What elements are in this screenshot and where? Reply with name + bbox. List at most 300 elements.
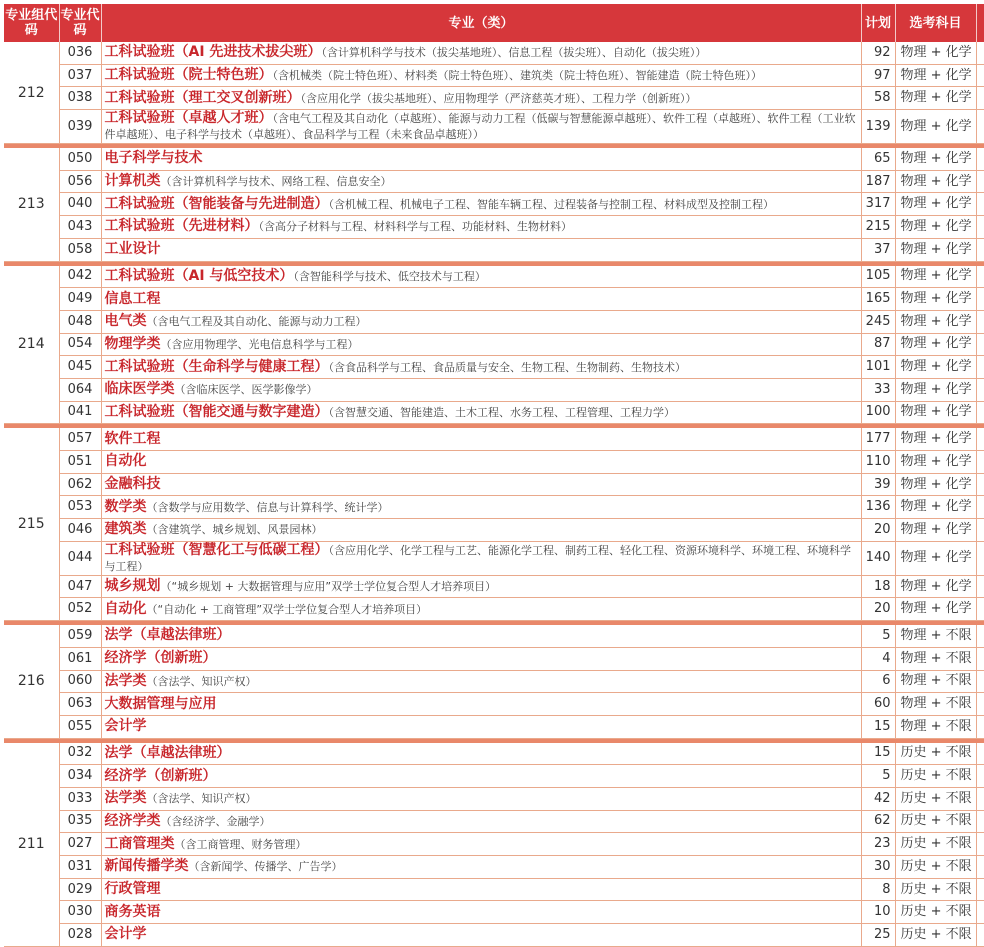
plan-count-cell: 37 bbox=[861, 238, 895, 261]
major-name-cell bbox=[101, 715, 861, 738]
table-row bbox=[4, 856, 984, 879]
plan-count-cell: 15 bbox=[861, 743, 895, 765]
plan-count-cell: 8 bbox=[861, 878, 895, 901]
major-code-cell: 037 bbox=[59, 64, 101, 87]
plan-count-cell: 20 bbox=[861, 598, 895, 621]
major-name-cell bbox=[101, 110, 861, 144]
major-code-cell: 036 bbox=[59, 42, 101, 64]
edge-cell bbox=[976, 87, 984, 110]
edge-cell bbox=[976, 42, 984, 64]
table-row bbox=[4, 787, 984, 810]
group-code-cell: 212 bbox=[4, 42, 59, 144]
major-name-cell bbox=[101, 810, 861, 833]
major-code-cell: 030 bbox=[59, 901, 101, 924]
edge-cell bbox=[976, 856, 984, 879]
subjects-cell: 历史 + 不限 bbox=[895, 901, 976, 924]
plan-count-cell: 18 bbox=[861, 575, 895, 598]
subjects-cell: 物理 + 化学 bbox=[895, 333, 976, 356]
table-row bbox=[4, 901, 984, 924]
subjects-cell: 历史 + 不限 bbox=[895, 810, 976, 833]
major-name-cell bbox=[101, 878, 861, 901]
plan-count-cell: 10 bbox=[861, 901, 895, 924]
table-row bbox=[4, 170, 984, 193]
header-group-code: 专业组代码 bbox=[4, 4, 59, 42]
major-code-cell: 060 bbox=[59, 670, 101, 693]
major-description: （含智能科学与技术、低空技术与工程） bbox=[293, 269, 486, 283]
edge-cell bbox=[976, 401, 984, 424]
subjects-cell: 物理 + 化学 bbox=[895, 193, 976, 216]
header-plan: 计划 bbox=[861, 4, 895, 42]
plan-count-cell: 140 bbox=[861, 541, 895, 575]
major-description: （含应用化学（拔尖基地班）、应用物理学（严济慈英才班）、工程力学（创新班）） bbox=[300, 91, 697, 105]
edge-cell bbox=[976, 333, 984, 356]
plan-count-cell: 100 bbox=[861, 401, 895, 424]
table-row bbox=[4, 924, 984, 947]
major-title: 临床医学类 bbox=[104, 381, 175, 398]
major-description: （含法学、知识产权） bbox=[146, 792, 257, 806]
plan-count-cell: 97 bbox=[861, 64, 895, 87]
plan-count-cell: 15 bbox=[861, 715, 895, 738]
major-name-cell bbox=[101, 148, 861, 170]
subjects-cell: 物理 + 化学 bbox=[895, 451, 976, 474]
plan-count-cell: 30 bbox=[861, 856, 895, 879]
major-code-cell: 051 bbox=[59, 451, 101, 474]
major-name-cell bbox=[101, 647, 861, 670]
major-title: 数学类 bbox=[104, 498, 147, 515]
table-row bbox=[4, 333, 984, 356]
major-code-cell: 055 bbox=[59, 715, 101, 738]
major-code-cell: 058 bbox=[59, 238, 101, 261]
plan-count-cell: 25 bbox=[861, 924, 895, 947]
major-title: 工商管理类 bbox=[104, 835, 175, 852]
major-code-cell: 064 bbox=[59, 378, 101, 401]
edge-cell bbox=[976, 519, 984, 542]
major-title: 工科试验班（智能装备与先进制造） bbox=[104, 195, 329, 212]
major-code-cell: 054 bbox=[59, 333, 101, 356]
major-title: 建筑类 bbox=[104, 521, 147, 538]
major-code-cell: 053 bbox=[59, 496, 101, 519]
table-row bbox=[4, 193, 984, 216]
subjects-cell: 物理 + 化学 bbox=[895, 148, 976, 170]
major-description: （含机械类（院士特色班）、材料类（院士特色班）、建筑类（院士特色班）、智能建造（院士特色班）） bbox=[272, 69, 762, 83]
subjects-cell: 物理 + 化学 bbox=[895, 266, 976, 288]
table-row bbox=[4, 42, 984, 64]
subjects-cell: 物理 + 化学 bbox=[895, 170, 976, 193]
table-row bbox=[4, 833, 984, 856]
major-name-cell bbox=[101, 193, 861, 216]
major-name-cell bbox=[101, 924, 861, 947]
table-row bbox=[4, 810, 984, 833]
major-name-cell bbox=[101, 670, 861, 693]
edge-cell bbox=[976, 216, 984, 239]
major-name-cell bbox=[101, 856, 861, 879]
major-code-cell: 041 bbox=[59, 401, 101, 424]
subjects-cell: 物理 + 化学 bbox=[895, 42, 976, 64]
major-title: 法学（卓越法律班） bbox=[104, 744, 231, 761]
major-title: 会计学 bbox=[104, 926, 147, 943]
plan-count-cell: 23 bbox=[861, 833, 895, 856]
major-name-cell bbox=[101, 401, 861, 424]
subjects-cell: 物理 + 化学 bbox=[895, 356, 976, 379]
major-title: 物理学类 bbox=[104, 335, 161, 352]
major-title: 工科试验班（AI 与低空技术） bbox=[104, 267, 294, 284]
major-description: （含计算机科学与技术（拔尖基地班）、信息工程（拔尖班）、自动化（拔尖班）） bbox=[321, 46, 707, 60]
major-description: （“自动化 + 工商管理”双学士学位复合型人才培养项目） bbox=[146, 602, 428, 616]
edge-cell bbox=[976, 266, 984, 288]
edge-cell bbox=[976, 288, 984, 311]
plan-count-cell: 177 bbox=[861, 428, 895, 450]
header-major: 专业（类） bbox=[101, 4, 861, 42]
subjects-cell: 物理 + 化学 bbox=[895, 401, 976, 424]
major-description: （含建筑学、城乡规划、风景园林） bbox=[146, 523, 323, 537]
subjects-cell: 历史 + 不限 bbox=[895, 787, 976, 810]
major-name-cell bbox=[101, 743, 861, 765]
major-title: 新闻传播学类 bbox=[104, 858, 189, 875]
major-code-cell: 035 bbox=[59, 810, 101, 833]
subjects-cell: 物理 + 不限 bbox=[895, 625, 976, 647]
table-row bbox=[4, 473, 984, 496]
major-code-cell: 027 bbox=[59, 833, 101, 856]
admission-plan-table bbox=[4, 4, 984, 947]
major-description: （含新闻学、传播学、广告学） bbox=[188, 860, 343, 874]
major-title: 大数据管理与应用 bbox=[104, 695, 217, 712]
subjects-cell: 物理 + 化学 bbox=[895, 575, 976, 598]
major-title: 工科试验班（智能交通与数字建造） bbox=[104, 403, 329, 420]
major-description: （含数学与应用数学、信息与计算科学、统计学） bbox=[146, 500, 389, 514]
plan-count-cell: 245 bbox=[861, 310, 895, 333]
major-title: 电子科学与技术 bbox=[104, 150, 203, 167]
plan-count-cell: 4 bbox=[861, 647, 895, 670]
plan-count-cell: 6 bbox=[861, 670, 895, 693]
plan-count-cell: 187 bbox=[861, 170, 895, 193]
major-title: 经济学（创新班） bbox=[104, 650, 217, 667]
edge-cell bbox=[976, 901, 984, 924]
table-row bbox=[4, 401, 984, 424]
major-name-cell bbox=[101, 625, 861, 647]
major-name-cell bbox=[101, 310, 861, 333]
major-title: 金融科技 bbox=[104, 476, 161, 493]
major-description: （含应用物理学、光电信息科学与工程） bbox=[160, 337, 359, 351]
group-code-cell: 216 bbox=[4, 625, 59, 738]
subjects-cell: 历史 + 不限 bbox=[895, 743, 976, 765]
major-code-cell: 032 bbox=[59, 743, 101, 765]
major-title: 城乡规划 bbox=[104, 578, 161, 595]
major-code-cell: 061 bbox=[59, 647, 101, 670]
major-code-cell: 029 bbox=[59, 878, 101, 901]
major-code-cell: 043 bbox=[59, 216, 101, 239]
table-row bbox=[4, 428, 984, 450]
edge-cell bbox=[976, 64, 984, 87]
major-name-cell bbox=[101, 64, 861, 87]
edge-cell bbox=[976, 541, 984, 575]
subjects-cell: 物理 + 化学 bbox=[895, 541, 976, 575]
plan-count-cell: 215 bbox=[861, 216, 895, 239]
edge-cell bbox=[976, 451, 984, 474]
plan-count-cell: 33 bbox=[861, 378, 895, 401]
subjects-cell: 历史 + 不限 bbox=[895, 856, 976, 879]
major-name-cell bbox=[101, 598, 861, 621]
plan-count-cell: 105 bbox=[861, 266, 895, 288]
edge-cell bbox=[976, 575, 984, 598]
major-code-cell: 042 bbox=[59, 266, 101, 288]
major-name-cell bbox=[101, 765, 861, 788]
major-code-cell: 031 bbox=[59, 856, 101, 879]
major-description: （“城乡规划 + 大数据管理与应用”双学士学位复合型人才培养项目） bbox=[160, 580, 497, 594]
major-code-cell: 062 bbox=[59, 473, 101, 496]
major-code-cell: 046 bbox=[59, 519, 101, 542]
plan-count-cell: 20 bbox=[861, 519, 895, 542]
major-title: 软件工程 bbox=[104, 430, 161, 447]
group-code-cell: 213 bbox=[4, 148, 59, 261]
major-title: 工科试验班（卓越人才班） bbox=[104, 110, 273, 127]
table-row bbox=[4, 743, 984, 765]
major-title: 工科试验班（院士特色班） bbox=[104, 67, 273, 84]
major-title: 商务英语 bbox=[104, 903, 161, 920]
header-edge bbox=[976, 4, 984, 42]
major-name-cell bbox=[101, 378, 861, 401]
major-title: 法学（卓越法律班） bbox=[104, 627, 231, 644]
major-name-cell bbox=[101, 170, 861, 193]
major-title: 经济学（创新班） bbox=[104, 767, 217, 784]
table-row bbox=[4, 64, 984, 87]
table-row bbox=[4, 87, 984, 110]
edge-cell bbox=[976, 238, 984, 261]
subjects-cell: 物理 + 化学 bbox=[895, 473, 976, 496]
subjects-cell: 历史 + 不限 bbox=[895, 878, 976, 901]
edge-cell bbox=[976, 110, 984, 144]
major-description: （含经济学、金融学） bbox=[160, 814, 271, 828]
subjects-cell: 物理 + 化学 bbox=[895, 310, 976, 333]
major-code-cell: 034 bbox=[59, 765, 101, 788]
subjects-cell: 历史 + 不限 bbox=[895, 924, 976, 947]
edge-cell bbox=[976, 428, 984, 450]
table-row bbox=[4, 451, 984, 474]
subjects-cell: 物理 + 化学 bbox=[895, 496, 976, 519]
major-code-cell: 059 bbox=[59, 625, 101, 647]
major-title: 工科试验班（先进材料） bbox=[104, 218, 259, 235]
subjects-cell: 物理 + 化学 bbox=[895, 238, 976, 261]
subjects-cell: 物理 + 化学 bbox=[895, 216, 976, 239]
major-code-cell: 056 bbox=[59, 170, 101, 193]
major-title: 信息工程 bbox=[104, 290, 161, 307]
table-row bbox=[4, 356, 984, 379]
edge-cell bbox=[976, 356, 984, 379]
major-title: 工业设计 bbox=[104, 241, 161, 258]
major-name-cell bbox=[101, 288, 861, 311]
edge-cell bbox=[976, 924, 984, 947]
edge-cell bbox=[976, 378, 984, 401]
table-row bbox=[4, 519, 984, 542]
subjects-cell: 物理 + 化学 bbox=[895, 519, 976, 542]
major-name-cell bbox=[101, 519, 861, 542]
major-description: （含计算机科学与技术、网络工程、信息安全） bbox=[160, 175, 392, 189]
plan-count-cell: 87 bbox=[861, 333, 895, 356]
major-code-cell: 028 bbox=[59, 924, 101, 947]
group-code-cell: 214 bbox=[4, 266, 59, 424]
edge-cell bbox=[976, 473, 984, 496]
table-row bbox=[4, 715, 984, 738]
plan-count-cell: 165 bbox=[861, 288, 895, 311]
major-name-cell bbox=[101, 356, 861, 379]
major-code-cell: 040 bbox=[59, 193, 101, 216]
major-code-cell: 033 bbox=[59, 787, 101, 810]
major-title: 工科试验班（AI 先进技术拔尖班） bbox=[104, 44, 322, 61]
major-name-cell bbox=[101, 266, 861, 288]
edge-cell bbox=[976, 670, 984, 693]
header-subjects: 选考科目 bbox=[895, 4, 976, 42]
table-row bbox=[4, 288, 984, 311]
subjects-cell: 物理 + 化学 bbox=[895, 110, 976, 144]
plan-count-cell: 5 bbox=[861, 765, 895, 788]
major-name-cell bbox=[101, 428, 861, 450]
edge-cell bbox=[976, 810, 984, 833]
major-title: 会计学 bbox=[104, 718, 147, 735]
edge-cell bbox=[976, 715, 984, 738]
major-name-cell bbox=[101, 42, 861, 64]
table-row bbox=[4, 647, 984, 670]
major-name-cell bbox=[101, 575, 861, 598]
major-title: 自动化 bbox=[104, 453, 147, 470]
major-description: （含法学、知识产权） bbox=[146, 674, 257, 688]
edge-cell bbox=[976, 787, 984, 810]
major-title: 工科试验班（理工交叉创新班） bbox=[104, 89, 301, 106]
plan-count-cell: 92 bbox=[861, 42, 895, 64]
table-row bbox=[4, 693, 984, 716]
edge-cell bbox=[976, 878, 984, 901]
major-code-cell: 045 bbox=[59, 356, 101, 379]
table-body bbox=[4, 42, 984, 946]
table-row bbox=[4, 625, 984, 647]
major-code-cell: 049 bbox=[59, 288, 101, 311]
major-title: 工科试验班（生命科学与健康工程） bbox=[104, 358, 329, 375]
major-code-cell: 038 bbox=[59, 87, 101, 110]
edge-cell bbox=[976, 647, 984, 670]
subjects-cell: 物理 + 化学 bbox=[895, 87, 976, 110]
plan-count-cell: 65 bbox=[861, 148, 895, 170]
table-row bbox=[4, 878, 984, 901]
plan-count-cell: 62 bbox=[861, 810, 895, 833]
subjects-cell: 历史 + 不限 bbox=[895, 765, 976, 788]
admission-plan-table-container bbox=[4, 4, 984, 947]
table-row bbox=[4, 266, 984, 288]
table-row bbox=[4, 110, 984, 144]
major-name-cell bbox=[101, 238, 861, 261]
plan-count-cell: 136 bbox=[861, 496, 895, 519]
plan-count-cell: 317 bbox=[861, 193, 895, 216]
edge-cell bbox=[976, 170, 984, 193]
edge-cell bbox=[976, 765, 984, 788]
plan-count-cell: 139 bbox=[861, 110, 895, 144]
major-code-cell: 044 bbox=[59, 541, 101, 575]
subjects-cell: 物理 + 化学 bbox=[895, 378, 976, 401]
major-name-cell bbox=[101, 693, 861, 716]
major-name-cell bbox=[101, 787, 861, 810]
table-row bbox=[4, 670, 984, 693]
major-title: 电气类 bbox=[104, 313, 147, 330]
major-name-cell bbox=[101, 833, 861, 856]
table-row bbox=[4, 216, 984, 239]
major-code-cell: 063 bbox=[59, 693, 101, 716]
major-name-cell bbox=[101, 541, 861, 575]
major-name-cell bbox=[101, 496, 861, 519]
major-name-cell bbox=[101, 451, 861, 474]
plan-count-cell: 110 bbox=[861, 451, 895, 474]
major-description: （含工商管理、财务管理） bbox=[174, 837, 307, 851]
table-row bbox=[4, 310, 984, 333]
group-code-cell: 211 bbox=[4, 743, 59, 947]
edge-cell bbox=[976, 148, 984, 170]
plan-count-cell: 5 bbox=[861, 625, 895, 647]
table-row bbox=[4, 496, 984, 519]
table-row bbox=[4, 378, 984, 401]
major-name-cell bbox=[101, 87, 861, 110]
group-code-cell: 215 bbox=[4, 428, 59, 620]
major-title: 自动化 bbox=[104, 600, 147, 617]
subjects-cell: 物理 + 不限 bbox=[895, 693, 976, 716]
plan-count-cell: 60 bbox=[861, 693, 895, 716]
major-title: 经济学类 bbox=[104, 812, 161, 829]
major-code-cell: 057 bbox=[59, 428, 101, 450]
header-major-code: 专业代码 bbox=[59, 4, 101, 42]
major-title: 工科试验班（智慧化工与低碳工程） bbox=[104, 541, 329, 558]
table-row bbox=[4, 238, 984, 261]
major-description: （含智慧交通、智能建造、土木工程、水务工程、工程管理、工程力学） bbox=[328, 405, 675, 419]
major-description: （含应用化学、化学工程与工艺、能源化学工程、制药工程、轻化工程、资源环境科学、环境工程、环境科学与工程） bbox=[104, 543, 851, 573]
edge-cell bbox=[976, 743, 984, 765]
subjects-cell: 历史 + 不限 bbox=[895, 833, 976, 856]
table-header bbox=[4, 4, 984, 42]
table-row bbox=[4, 541, 984, 575]
major-code-cell: 050 bbox=[59, 148, 101, 170]
major-name-cell bbox=[101, 216, 861, 239]
major-title: 法学类 bbox=[104, 672, 147, 689]
subjects-cell: 物理 + 化学 bbox=[895, 288, 976, 311]
plan-count-cell: 101 bbox=[861, 356, 895, 379]
edge-cell bbox=[976, 193, 984, 216]
major-code-cell: 039 bbox=[59, 110, 101, 144]
major-title: 行政管理 bbox=[104, 881, 161, 898]
table-row bbox=[4, 765, 984, 788]
major-name-cell bbox=[101, 901, 861, 924]
major-code-cell: 052 bbox=[59, 598, 101, 621]
edge-cell bbox=[976, 693, 984, 716]
edge-cell bbox=[976, 833, 984, 856]
subjects-cell: 物理 + 化学 bbox=[895, 64, 976, 87]
major-name-cell bbox=[101, 473, 861, 496]
major-description: （含电气工程及其自动化、能源与动力工程） bbox=[146, 315, 367, 329]
plan-count-cell: 58 bbox=[861, 87, 895, 110]
subjects-cell: 物理 + 不限 bbox=[895, 670, 976, 693]
table-row bbox=[4, 148, 984, 170]
major-title: 法学类 bbox=[104, 790, 147, 807]
edge-cell bbox=[976, 496, 984, 519]
table-row bbox=[4, 598, 984, 621]
subjects-cell: 物理 + 不限 bbox=[895, 715, 976, 738]
table-row bbox=[4, 575, 984, 598]
major-description: （含电气工程及其自动化（卓越班）、能源与动力工程（低碳与智慧能源卓越班）、软件工程（卓越班）、软件工程（工业软件卓越班）、电子科学与技术（卓越班）、食品科学与工程（未来食品卓越班）） bbox=[104, 112, 856, 142]
major-code-cell: 047 bbox=[59, 575, 101, 598]
major-description: （含高分子材料与工程、材料科学与工程、功能材料、生物材料） bbox=[258, 220, 572, 234]
edge-cell bbox=[976, 310, 984, 333]
subjects-cell: 物理 + 化学 bbox=[895, 428, 976, 450]
major-name-cell bbox=[101, 333, 861, 356]
major-description: （含临床医学、医学影像学） bbox=[174, 383, 318, 397]
major-description: （含机械工程、机械电子工程、智能车辆工程、过程装备与控制工程、材料成型及控制工程） bbox=[328, 197, 774, 211]
subjects-cell: 物理 + 化学 bbox=[895, 598, 976, 621]
subjects-cell: 物理 + 不限 bbox=[895, 647, 976, 670]
major-title: 计算机类 bbox=[104, 173, 161, 190]
edge-cell bbox=[976, 625, 984, 647]
